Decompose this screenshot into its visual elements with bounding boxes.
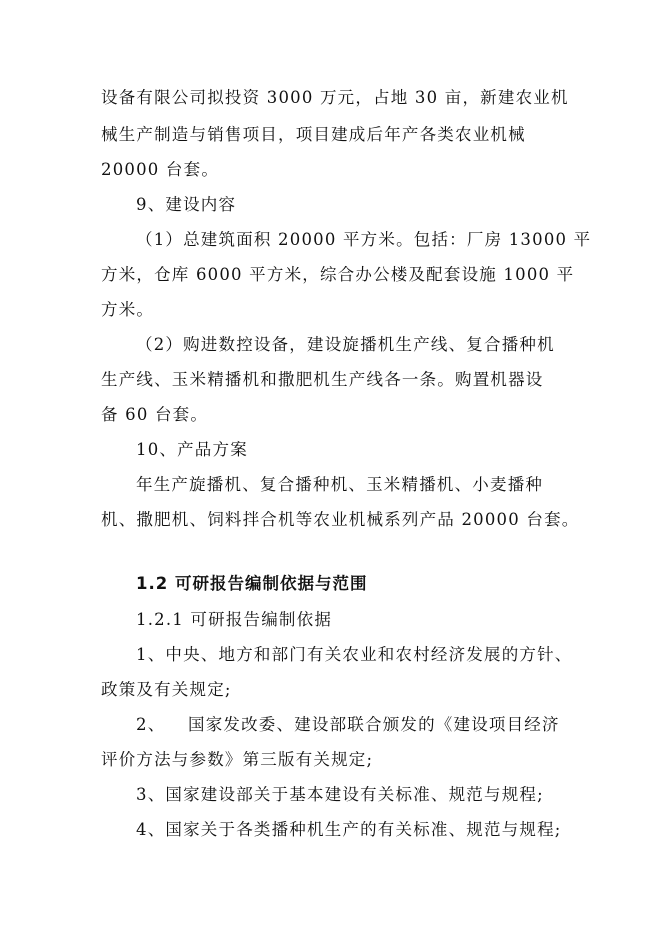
item9-part1-line-2: 方米，仓库 6000 平方米，综合办公楼及配套设施 1000 平 [101, 265, 575, 284]
item9-part2-line-1: （2）购进数控设备，建设旋播机生产线、复合播种机 [136, 335, 555, 354]
item10-text-line-1: 年生产旋播机、复合播种机、玉米精播机、小麦播种 [136, 475, 544, 494]
item9-part1-line-1: （1）总建筑面积 20000 平方米。包括：厂房 13000 平 [136, 230, 592, 249]
item9-title: 9、建设内容 [136, 195, 237, 214]
item10-text-line-2: 机、撒肥机、饲料拌合机等农业机械系列产品 20000 台套。 [101, 510, 580, 529]
basis-item-4: 4、国家关于各类播种机生产的有关标准、规范与规程; [136, 820, 562, 839]
subsection-heading: 1.2.1 可研报告编制依据 [136, 610, 333, 629]
intro-line-1: 设备有限公司拟投资 3000 万元，占地 30 亩，新建农业机 [101, 88, 569, 107]
item9-part2-line-3: 备 60 台套。 [101, 405, 209, 424]
section-heading: 1.2 可研报告编制依据与范围 [136, 574, 368, 593]
basis-item-1-line-1: 1、中央、地方和部门有关农业和农村经济发展的方针、 [136, 645, 573, 664]
basis-item-2-line-2: 评价方法与参数》第三版有关规定; [101, 750, 374, 769]
item9-part1-line-3: 方米。 [101, 300, 155, 319]
basis-item-1-line-2: 政策及有关规定; [101, 680, 232, 699]
item10-title: 10、产品方案 [136, 440, 248, 459]
intro-line-3: 20000 台套。 [101, 160, 220, 179]
basis-item-2-line-1: 国家发改委、建设部联合颁发的《建设项目经济 [188, 715, 560, 734]
basis-item-3: 3、国家建设部关于基本建设有关标准、规范与规程; [136, 785, 544, 804]
basis-item-2-number: 2、 [136, 715, 166, 734]
item9-part2-line-2: 生产线、玉米精播机和撒肥机生产线各一条。购置机器设 [101, 370, 544, 389]
intro-line-2: 械生产制造与销售项目，项目建成后年产各类农业机械 [101, 125, 526, 144]
